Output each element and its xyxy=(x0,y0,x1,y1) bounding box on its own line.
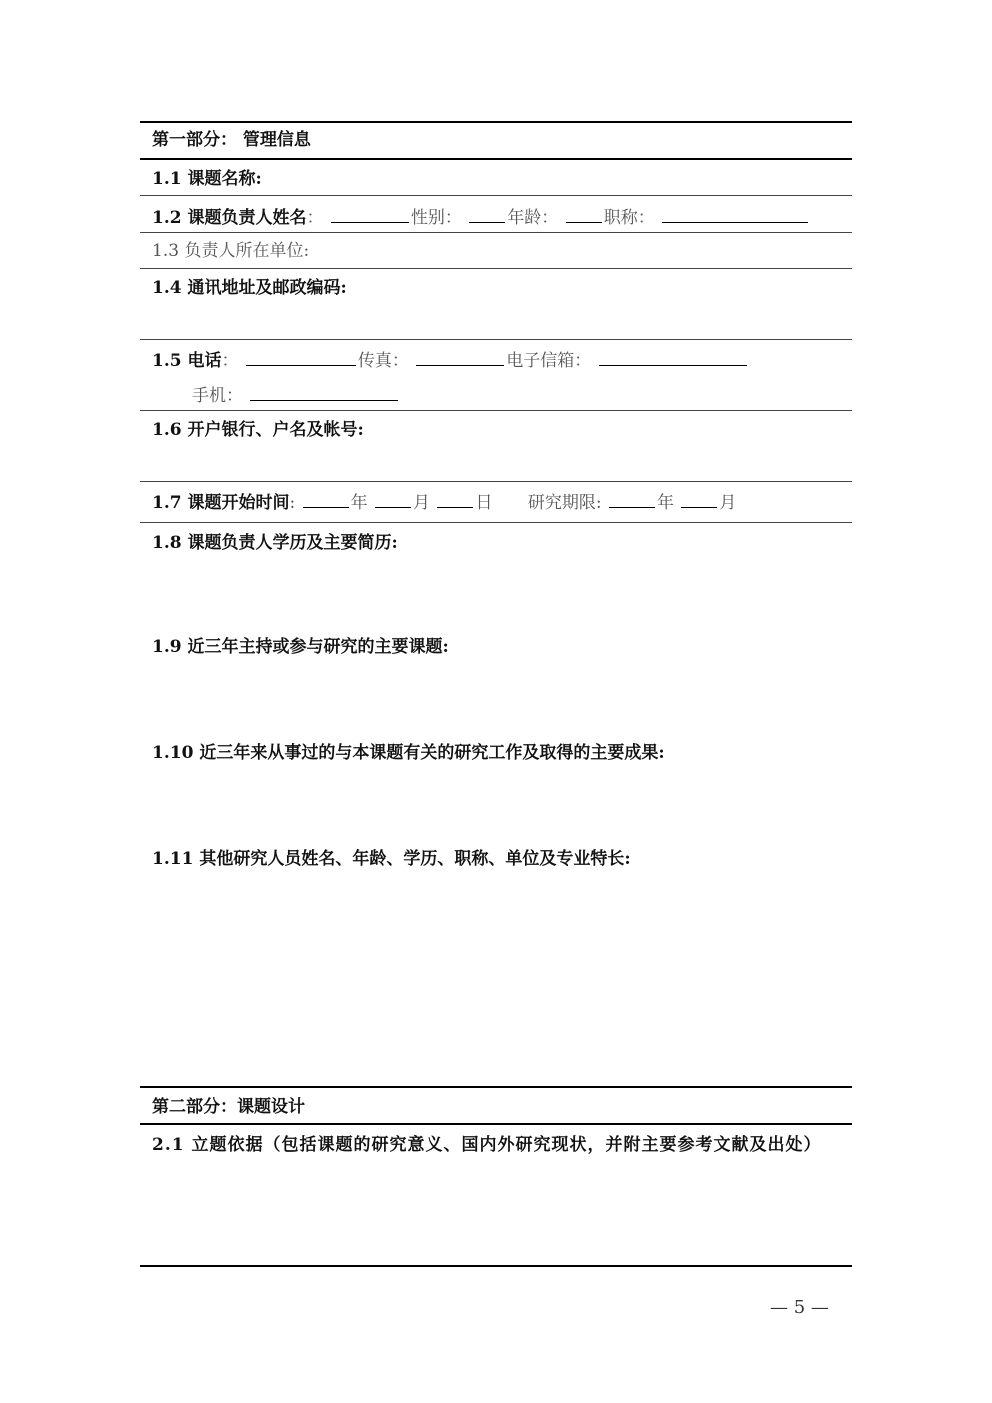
divider xyxy=(140,522,852,523)
period-label: 研究期限: xyxy=(527,493,602,513)
gender-label: 性别： xyxy=(410,208,462,228)
title-rank-blank[interactable] xyxy=(662,204,808,223)
field-1-5-contact-row xyxy=(152,347,749,372)
field-1-10-achievements: 1.10 近三年来从事过的与本课题有关的研究工作及取得的主要成果: xyxy=(152,743,665,763)
colon: ： xyxy=(221,351,239,371)
period-month-blank[interactable] xyxy=(681,489,717,508)
part2-title-rule xyxy=(140,1123,852,1125)
colon: ： xyxy=(306,208,324,228)
divider xyxy=(140,410,852,411)
field-1-9-recent-topics: 1.9 近三年主持或参与研究的主要课题: xyxy=(152,637,449,657)
age-label: 年龄： xyxy=(507,208,559,228)
leader-name-blank[interactable] xyxy=(331,204,409,223)
divider xyxy=(140,268,852,269)
part1-top-rule xyxy=(140,121,852,123)
field-1-5-label: 1.5 电话 xyxy=(152,351,222,371)
age-blank[interactable] xyxy=(566,204,602,223)
year-label: 年 xyxy=(657,493,674,513)
fax-blank[interactable] xyxy=(416,347,504,366)
bottom-rule xyxy=(140,1265,852,1267)
field-1-7-time-row xyxy=(152,489,736,514)
field-1-1-topic-name: 1.1 课题名称: xyxy=(152,169,262,189)
part1-title: 第一部分： 管理信息 xyxy=(152,130,311,150)
field-1-8-resume: 1.8 课题负责人学历及主要简历: xyxy=(152,533,398,553)
start-day-blank[interactable] xyxy=(437,489,473,508)
title-rank-label: 职称： xyxy=(603,208,655,228)
part2-title: 第二部分：课题设计 xyxy=(152,1097,305,1117)
phone-blank[interactable] xyxy=(246,347,356,366)
mobile-blank[interactable] xyxy=(250,382,398,401)
start-year-blank[interactable] xyxy=(303,489,349,508)
field-1-11-other-researchers: 1.11 其他研究人员姓名、年龄、学历、职称、单位及专业特长: xyxy=(152,849,631,869)
email-label: 电子信箱： xyxy=(506,351,592,371)
fax-label: 传真： xyxy=(357,351,409,371)
year-label: 年 xyxy=(350,493,368,513)
colon: : xyxy=(289,493,296,513)
divider xyxy=(140,232,852,233)
divider xyxy=(140,481,852,482)
part1-title-rule xyxy=(140,158,852,160)
part2-top-rule xyxy=(140,1086,852,1088)
field-1-2-label: 1.2 课题负责人姓名 xyxy=(152,208,307,228)
field-1-7-label: 1.7 课题开始时间 xyxy=(152,493,290,513)
divider xyxy=(140,195,852,196)
mobile-row xyxy=(192,382,400,407)
month-label: 月 xyxy=(719,493,737,513)
field-1-2-leader-row xyxy=(152,204,810,229)
field-1-4-address: 1.4 通讯地址及邮政编码: xyxy=(152,278,347,298)
day-label: 日 xyxy=(475,493,493,513)
field-2-1-basis: 2.1 立题依据（包括课题的研究意义、国内外研究现状，并附主要参考文献及出处） xyxy=(152,1135,822,1155)
start-month-blank[interactable] xyxy=(375,489,411,508)
month-label: 月 xyxy=(413,493,431,513)
field-1-3-unit: 1.3 负责人所在单位: xyxy=(152,241,310,261)
page-number: — 5 — xyxy=(770,1297,829,1318)
field-1-6-bank: 1.6 开户银行、户名及帐号: xyxy=(152,420,364,440)
gender-blank[interactable] xyxy=(469,204,505,223)
divider xyxy=(140,339,852,340)
mobile-label: 手机： xyxy=(192,386,243,406)
email-blank[interactable] xyxy=(599,347,747,366)
period-year-blank[interactable] xyxy=(609,489,655,508)
